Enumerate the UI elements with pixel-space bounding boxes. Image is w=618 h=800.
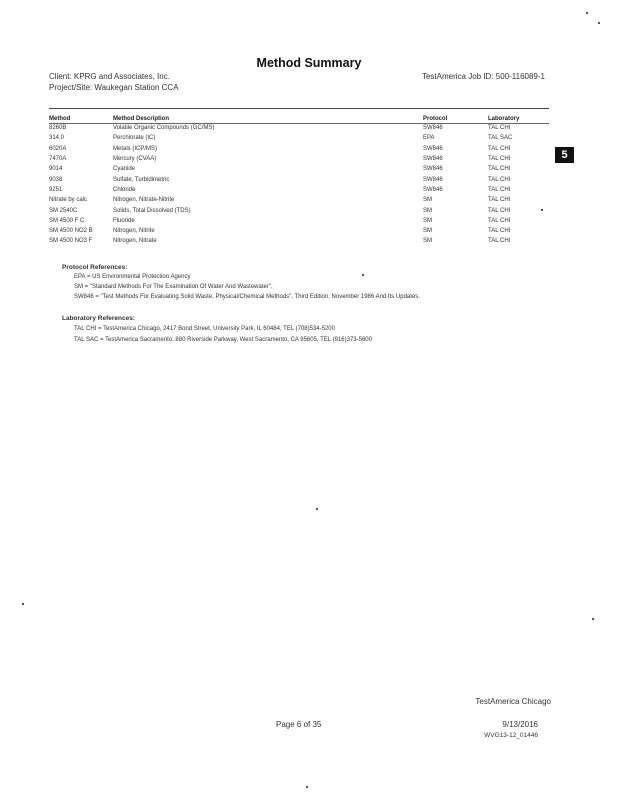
protocol-cell: EPA [423, 135, 435, 142]
method-cell: SM 2540C [49, 207, 78, 214]
page-number: Page 6 of 35 [276, 720, 322, 729]
table-row [49, 154, 549, 164]
method-cell: SM 4500 NO3 F [49, 238, 93, 245]
laboratory-cell: TAL CHI [488, 207, 511, 214]
table-header-divider [49, 123, 549, 124]
method-cell: 314.0 [49, 135, 65, 142]
table-row [49, 133, 549, 143]
method-cell: 7470A [49, 156, 67, 163]
protocol-reference: SW846 = "Test Methods For Evaluating Solid Waste, Physical/Chemical Methods", Third Edition, November 1986 And Its Updates. [74, 294, 420, 300]
table-row [49, 226, 549, 236]
protocol-reference: EPA = US Environmental Protection Agency [74, 274, 191, 280]
description-cell: Nitrogen, Nitrate-Nitrite [113, 197, 175, 204]
description-cell: Solids, Total Dissolved (TDS) [113, 207, 191, 214]
scan-speck [592, 618, 594, 620]
table-row [49, 123, 549, 133]
laboratory-reference: TAL SAC = TestAmerica Sacramento, 880 Riverside Parkway, West Sacramento, CA 95605, TEL (916)373-5600 [74, 337, 372, 343]
protocol-cell: SM [423, 197, 432, 204]
laboratory-cell: TAL CHI [488, 145, 511, 152]
section-tab: 5 [555, 147, 574, 163]
protocol-cell: SM [423, 217, 432, 224]
description-cell: Mercury (CVAA) [113, 156, 157, 163]
scan-speck [22, 603, 24, 605]
method-cell: 9014 [49, 166, 63, 173]
method-cell: SM 4500 NO2 B [49, 228, 93, 235]
col-header-protocol: Protocol [423, 115, 448, 122]
job-id: TestAmerica Job ID: 500-116089-1 [421, 72, 545, 81]
laboratory-reference: TAL CHI = TestAmerica Chicago, 2417 Bond Street, University Park, IL 60484, TEL (708)534-5200 [74, 326, 335, 332]
table-row [49, 236, 549, 246]
description-cell: Cyanide [113, 166, 136, 173]
col-header-method: Method [49, 115, 71, 122]
table-row [49, 164, 549, 174]
laboratory-cell: TAL CHI [488, 228, 511, 235]
laboratory-cell: TAL CHI [488, 125, 511, 132]
scan-speck [306, 786, 308, 788]
laboratory-references-heading: Laboratory References: [62, 315, 135, 322]
table-header-row [49, 114, 549, 123]
protocol-cell: SW846 [423, 145, 443, 152]
table-row [49, 195, 549, 205]
table-row [49, 205, 549, 215]
document-code: WVG13-12_01446 [484, 732, 538, 739]
protocol-cell: SM [423, 207, 432, 214]
method-cell: 9038 [49, 176, 63, 183]
protocol-cell: SW846 [423, 125, 443, 132]
method-table [49, 114, 549, 247]
protocol-reference: SM = "Standard Methods For The Examination Of Water And Wastewater", [74, 284, 273, 290]
table-row [49, 174, 549, 184]
scan-speck [598, 22, 600, 24]
description-cell: Chloride [113, 186, 136, 193]
laboratory-cell: TAL SAC [488, 135, 513, 142]
scan-speck [316, 508, 318, 510]
header-divider [49, 108, 549, 109]
method-cell: 8260B [49, 125, 67, 132]
method-cell: 9251 [49, 186, 63, 193]
laboratory-cell: TAL CHI [488, 197, 511, 204]
protocol-cell: SW846 [423, 176, 443, 183]
table-row [49, 216, 549, 226]
col-header-description: Method Description [113, 115, 170, 122]
description-cell: Metals (ICP/MS) [113, 145, 158, 152]
description-cell: Fluoride [113, 217, 135, 224]
table-row [49, 144, 549, 154]
description-cell: Sulfate, Turbidimetric [113, 176, 170, 183]
col-header-laboratory: Laboratory [488, 115, 520, 122]
laboratory-cell: TAL CHI [488, 156, 511, 163]
method-cell: SM 4500 F C [49, 217, 85, 224]
method-cell: 6020A [49, 145, 67, 152]
scan-speck [586, 12, 588, 14]
page-title: Method Summary [256, 56, 362, 70]
method-cell: Nitrate by calc [49, 197, 88, 204]
client-line: Client: KPRG and Associates, Inc. [49, 72, 170, 81]
protocol-cell: SW846 [423, 156, 443, 163]
protocol-cell: SM [423, 238, 432, 245]
protocol-cell: SM [423, 228, 432, 235]
laboratory-cell: TAL CHI [488, 186, 511, 193]
protocol-cell: SW846 [423, 186, 443, 193]
protocol-cell: SW846 [423, 166, 443, 173]
scan-speck [362, 274, 364, 276]
footer-lab: TestAmerica Chicago [475, 697, 551, 706]
description-cell: Perchlorate (IC) [113, 135, 156, 142]
description-cell: Nitrogen, Nitrate [113, 238, 157, 245]
laboratory-cell: TAL CHI [488, 238, 511, 245]
description-cell: Nitrogen, Nitrite [113, 228, 155, 235]
footer-date: 9/13/2016 [502, 720, 538, 729]
description-cell: Volatile Organic Compounds (GC/MS) [113, 125, 215, 132]
scan-speck [541, 209, 543, 211]
laboratory-cell: TAL CHI [488, 166, 511, 173]
project-line: Project/Site: Waukegan Station CCA [49, 83, 179, 92]
protocol-references-heading: Protocol References: [62, 264, 128, 271]
laboratory-cell: TAL CHI [488, 176, 511, 183]
table-row [49, 185, 549, 195]
laboratory-cell: TAL CHI [488, 217, 511, 224]
